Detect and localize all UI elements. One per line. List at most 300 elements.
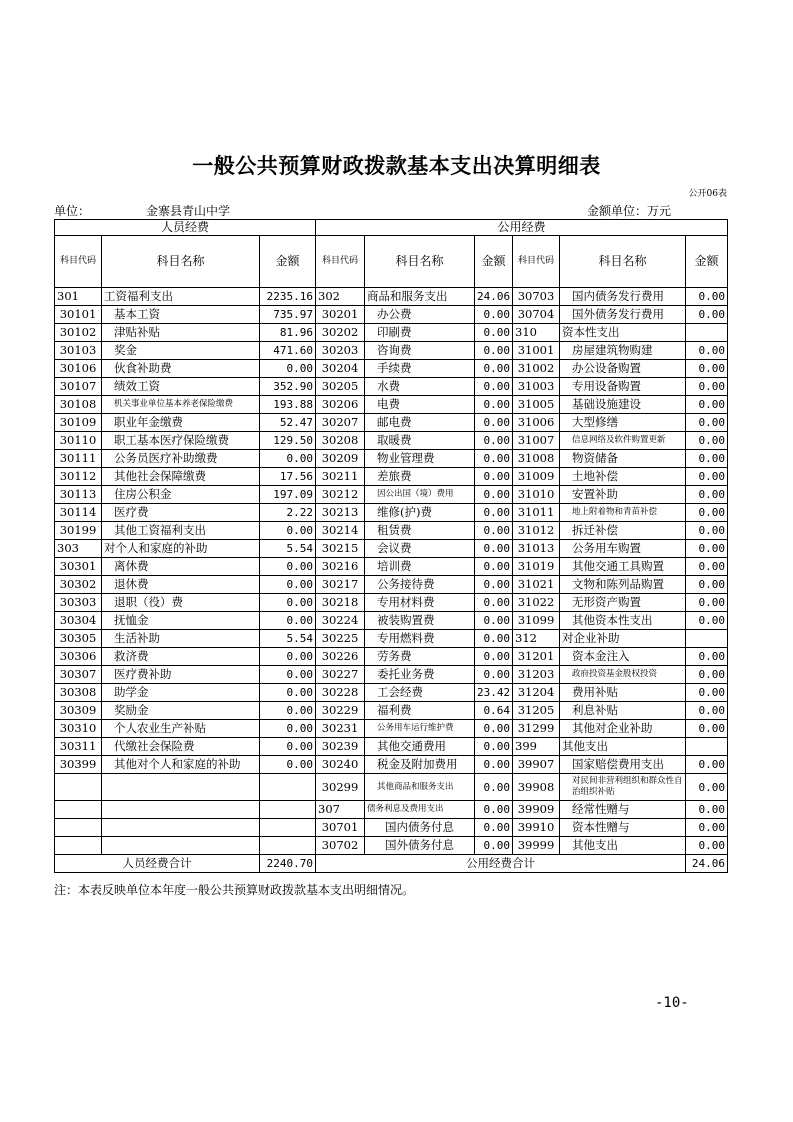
subject-name: 其他交通工具购置 xyxy=(560,558,686,576)
subject-name: 职工基本医疗保险缴费 xyxy=(102,432,260,450)
amount: 0.00 xyxy=(686,576,728,594)
table-row xyxy=(55,342,728,360)
amount xyxy=(260,801,316,819)
subject-name: 邮电费 xyxy=(365,414,475,432)
header-amount: 金额 xyxy=(260,236,316,288)
table-row xyxy=(55,432,728,450)
subject-name: 物资储备 xyxy=(560,450,686,468)
subject-code: 399 xyxy=(513,738,560,756)
subject-code: 30103 xyxy=(55,342,102,360)
table-row xyxy=(55,288,728,306)
amount: 0.00 xyxy=(260,666,316,684)
amount: 0.00 xyxy=(475,612,513,630)
subject-name: 政府投资基金股权投资 xyxy=(560,666,686,684)
subject-name: 公务接待费 xyxy=(365,576,475,594)
amount: 0.00 xyxy=(260,684,316,702)
subject-name: 资本性支出 xyxy=(560,324,686,342)
subject-code: 30214 xyxy=(316,522,365,540)
totals-row xyxy=(55,855,728,873)
subject-name: 土地补偿 xyxy=(560,468,686,486)
subject-name: 对民间非营利组织和群众性自治组织补贴 xyxy=(560,774,686,801)
subject-code: 31201 xyxy=(513,648,560,666)
table-row xyxy=(55,837,728,855)
amount: 0.00 xyxy=(686,837,728,855)
public-total-amount: 24.06 xyxy=(686,855,728,873)
subject-code: 30305 xyxy=(55,630,102,648)
table-row xyxy=(55,702,728,720)
subject-name: 被装购置费 xyxy=(365,612,475,630)
subject-code: 30212 xyxy=(316,486,365,504)
amount xyxy=(260,774,316,801)
subject-name: 委托业务费 xyxy=(365,666,475,684)
subject-name: 资本金注入 xyxy=(560,648,686,666)
subject-name: 离休费 xyxy=(102,558,260,576)
subject-name: 债务利息及费用支出 xyxy=(365,801,475,819)
subject-name: 伙食补助费 xyxy=(102,360,260,378)
amount: 0.00 xyxy=(475,576,513,594)
subject-code: 30301 xyxy=(55,558,102,576)
subject-code: 30208 xyxy=(316,432,365,450)
amount xyxy=(686,738,728,756)
amount: 0.00 xyxy=(475,630,513,648)
subject-name: 房屋建筑物购建 xyxy=(560,342,686,360)
subject-name: 个人农业生产补贴 xyxy=(102,720,260,738)
amount: 129.50 xyxy=(260,432,316,450)
amount: 23.42 xyxy=(475,684,513,702)
amount: 24.06 xyxy=(475,288,513,306)
subject-name: 医疗费 xyxy=(102,504,260,522)
subject-code: 30211 xyxy=(316,468,365,486)
table-row xyxy=(55,684,728,702)
subject-name: 专用材料费 xyxy=(365,594,475,612)
amount: 0.00 xyxy=(686,756,728,774)
subject-name xyxy=(102,801,260,819)
table-row xyxy=(55,558,728,576)
subject-code: 30306 xyxy=(55,648,102,666)
amount: 0.00 xyxy=(686,774,728,801)
amount: 0.00 xyxy=(686,342,728,360)
subject-name: 大型修缮 xyxy=(560,414,686,432)
subject-code: 30108 xyxy=(55,396,102,414)
subject-name: 利息补贴 xyxy=(560,702,686,720)
subject-code: 30224 xyxy=(316,612,365,630)
subject-name: 其他社会保障缴费 xyxy=(102,468,260,486)
subject-name: 福利费 xyxy=(365,702,475,720)
subject-code: 31008 xyxy=(513,450,560,468)
header-name: 科目名称 xyxy=(365,236,475,288)
subject-name: 物业管理费 xyxy=(365,450,475,468)
subject-code: 30703 xyxy=(513,288,560,306)
subject-name: 其他资本性支出 xyxy=(560,612,686,630)
subject-code: 30311 xyxy=(55,738,102,756)
subject-code: 31011 xyxy=(513,504,560,522)
amount: 0.00 xyxy=(686,558,728,576)
header-amount: 金额 xyxy=(475,236,513,288)
amount: 0.00 xyxy=(475,486,513,504)
subject-code: 31204 xyxy=(513,684,560,702)
subject-code: 31006 xyxy=(513,414,560,432)
subject-name: 信息网络及软件购置更新 xyxy=(560,432,686,450)
table-row xyxy=(55,396,728,414)
subject-code: 30205 xyxy=(316,378,365,396)
amount: 0.00 xyxy=(475,774,513,801)
amount: 0.00 xyxy=(475,342,513,360)
subject-name: 基础设施建设 xyxy=(560,396,686,414)
subject-name: 其他支出 xyxy=(560,738,686,756)
subject-name xyxy=(102,837,260,855)
table-row xyxy=(55,360,728,378)
subject-name: 国内债务付息 xyxy=(365,819,475,837)
subject-code: 30113 xyxy=(55,486,102,504)
subject-name: 费用补贴 xyxy=(560,684,686,702)
amount: 0.00 xyxy=(686,666,728,684)
amount: 0.00 xyxy=(475,819,513,837)
subject-name: 办公费 xyxy=(365,306,475,324)
subject-name: 国家赔偿费用支出 xyxy=(560,756,686,774)
amount: 0.00 xyxy=(686,522,728,540)
amount: 0.00 xyxy=(260,720,316,738)
amount: 0.00 xyxy=(260,702,316,720)
subject-name: 文物和陈列品购置 xyxy=(560,576,686,594)
subject-code: 30216 xyxy=(316,558,365,576)
subject-code: 307 xyxy=(316,801,365,819)
amount: 0.00 xyxy=(686,468,728,486)
subject-code: 31019 xyxy=(513,558,560,576)
amount: 0.00 xyxy=(475,522,513,540)
subject-code: 30199 xyxy=(55,522,102,540)
subject-code: 31299 xyxy=(513,720,560,738)
subject-name: 救济费 xyxy=(102,648,260,666)
subject-code: 39999 xyxy=(513,837,560,855)
subject-code xyxy=(55,819,102,837)
page-number: -10- xyxy=(655,995,689,1011)
subject-code: 30202 xyxy=(316,324,365,342)
subject-name: 其他支出 xyxy=(560,837,686,855)
subject-code: 30213 xyxy=(316,504,365,522)
subject-name: 因公出国（境）费用 xyxy=(365,486,475,504)
subject-name: 办公设备购置 xyxy=(560,360,686,378)
subject-name: 代缴社会保险费 xyxy=(102,738,260,756)
subject-code xyxy=(55,837,102,855)
subject-name: 住房公积金 xyxy=(102,486,260,504)
amount: 0.00 xyxy=(260,450,316,468)
amount: 0.00 xyxy=(475,468,513,486)
personnel-total-amount: 2240.70 xyxy=(260,855,316,873)
amount: 0.00 xyxy=(686,486,728,504)
subject-code: 30101 xyxy=(55,306,102,324)
subject-code: 31010 xyxy=(513,486,560,504)
subject-name: 商品和服务支出 xyxy=(365,288,475,306)
header-amount: 金额 xyxy=(686,236,728,288)
subject-name: 职业年金缴费 xyxy=(102,414,260,432)
amount: 0.00 xyxy=(475,450,513,468)
subject-code: 312 xyxy=(513,630,560,648)
table-row xyxy=(55,612,728,630)
subject-name: 手续费 xyxy=(365,360,475,378)
amount: 0.00 xyxy=(686,378,728,396)
subject-code: 30203 xyxy=(316,342,365,360)
amount: 0.00 xyxy=(475,594,513,612)
amount: 0.00 xyxy=(686,306,728,324)
subject-code xyxy=(55,801,102,819)
subject-name: 税金及附加费用 xyxy=(365,756,475,774)
subject-code: 30215 xyxy=(316,540,365,558)
subject-name: 退职（役）费 xyxy=(102,594,260,612)
subject-code: 30304 xyxy=(55,612,102,630)
subject-code: 30204 xyxy=(316,360,365,378)
subject-name: 绩效工资 xyxy=(102,378,260,396)
subject-name: 公务用车运行维护费 xyxy=(365,720,475,738)
amount: 0.00 xyxy=(686,432,728,450)
amount: 17.56 xyxy=(260,468,316,486)
subject-name: 国外债务发行费用 xyxy=(560,306,686,324)
subject-name: 工资福利支出 xyxy=(102,288,260,306)
table-row xyxy=(55,756,728,774)
subject-name: 奖励金 xyxy=(102,702,260,720)
header-code: 科目代码 xyxy=(513,236,560,288)
amount: 193.88 xyxy=(260,396,316,414)
amount: 0.00 xyxy=(475,414,513,432)
amount: 81.96 xyxy=(260,324,316,342)
amount: 352.90 xyxy=(260,378,316,396)
subject-code: 30231 xyxy=(316,720,365,738)
subject-code: 30228 xyxy=(316,684,365,702)
amount: 0.00 xyxy=(475,648,513,666)
subject-code: 30309 xyxy=(55,702,102,720)
subject-name: 拆迁补偿 xyxy=(560,522,686,540)
expenditure-table xyxy=(54,219,728,873)
subject-code: 30302 xyxy=(55,576,102,594)
amount: 0.00 xyxy=(686,450,728,468)
table-row xyxy=(55,819,728,837)
subject-code: 31005 xyxy=(513,396,560,414)
subject-name: 助学金 xyxy=(102,684,260,702)
subject-name: 劳务费 xyxy=(365,648,475,666)
subject-name: 国内债务发行费用 xyxy=(560,288,686,306)
amount: 0.00 xyxy=(686,720,728,738)
subject-code: 31007 xyxy=(513,432,560,450)
section-personnel: 人员经费 xyxy=(55,220,316,236)
table-row xyxy=(55,594,728,612)
header-code: 科目代码 xyxy=(55,236,102,288)
subject-code: 30109 xyxy=(55,414,102,432)
subject-name: 奖金 xyxy=(102,342,260,360)
amount: 0.00 xyxy=(686,396,728,414)
subject-name: 维修(护)费 xyxy=(365,504,475,522)
subject-code xyxy=(55,774,102,801)
amount: 0.00 xyxy=(475,540,513,558)
amount: 0.00 xyxy=(260,594,316,612)
amount: 0.00 xyxy=(475,306,513,324)
amount: 0.00 xyxy=(475,504,513,522)
amount: 0.00 xyxy=(260,648,316,666)
table-row xyxy=(55,630,728,648)
subject-name: 会议费 xyxy=(365,540,475,558)
subject-code: 39909 xyxy=(513,801,560,819)
subject-code: 303 xyxy=(55,540,102,558)
amount: 0.00 xyxy=(686,648,728,666)
subject-code: 30303 xyxy=(55,594,102,612)
subject-name: 其他交通费用 xyxy=(365,738,475,756)
subject-code: 30112 xyxy=(55,468,102,486)
amount: 0.00 xyxy=(686,684,728,702)
amount: 0.00 xyxy=(475,837,513,855)
subject-code: 31003 xyxy=(513,378,560,396)
unit-label: 单位： xyxy=(54,204,91,218)
subject-name: 津贴补贴 xyxy=(102,324,260,342)
subject-code: 31013 xyxy=(513,540,560,558)
footnote: 注：本表反映单位本年度一般公共预算财政拨款基本支出明细情况。 xyxy=(54,883,415,897)
subject-name: 经常性赠与 xyxy=(560,801,686,819)
table-row xyxy=(55,522,728,540)
table-row xyxy=(55,450,728,468)
header-name: 科目名称 xyxy=(560,236,686,288)
subject-code: 31002 xyxy=(513,360,560,378)
subject-code: 31021 xyxy=(513,576,560,594)
personnel-total-label: 人员经费合计 xyxy=(55,855,260,873)
amount: 0.00 xyxy=(686,819,728,837)
amount: 0.00 xyxy=(260,738,316,756)
amount: 0.00 xyxy=(475,738,513,756)
subject-name: 咨询费 xyxy=(365,342,475,360)
amount: 0.00 xyxy=(475,396,513,414)
subject-name: 资本性赠与 xyxy=(560,819,686,837)
amount-unit: 金额单位：万元 xyxy=(587,204,672,218)
amount: 0.00 xyxy=(686,504,728,522)
subject-code: 30399 xyxy=(55,756,102,774)
amount xyxy=(260,819,316,837)
subject-name: 其他对企业补助 xyxy=(560,720,686,738)
subject-code: 30217 xyxy=(316,576,365,594)
amount: 0.64 xyxy=(475,702,513,720)
subject-code: 31009 xyxy=(513,468,560,486)
unit-name: 金寨县青山中学 xyxy=(146,204,231,218)
subject-code: 31012 xyxy=(513,522,560,540)
page-title: 一般公共预算财政拨款基本支出决算明细表 xyxy=(192,154,601,178)
amount: 0.00 xyxy=(686,702,728,720)
table-row xyxy=(55,540,728,558)
subject-name: 无形资产购置 xyxy=(560,594,686,612)
subject-name xyxy=(102,819,260,837)
subject-code: 31022 xyxy=(513,594,560,612)
subject-code: 31001 xyxy=(513,342,560,360)
amount: 52.47 xyxy=(260,414,316,432)
table-row xyxy=(55,486,728,504)
subject-name: 国外债务付息 xyxy=(365,837,475,855)
amount: 5.54 xyxy=(260,630,316,648)
subject-code: 39907 xyxy=(513,756,560,774)
subject-name: 租赁费 xyxy=(365,522,475,540)
amount xyxy=(686,630,728,648)
section-public: 公用经费 xyxy=(316,220,728,236)
subject-name: 其他工资福利支出 xyxy=(102,522,260,540)
subject-code: 39908 xyxy=(513,774,560,801)
subject-code: 30218 xyxy=(316,594,365,612)
table-row xyxy=(55,720,728,738)
form-code: 公开06表 xyxy=(688,189,727,199)
amount: 0.00 xyxy=(475,324,513,342)
subject-code: 30307 xyxy=(55,666,102,684)
subject-code: 30240 xyxy=(316,756,365,774)
amount: 0.00 xyxy=(475,801,513,819)
subject-code: 31203 xyxy=(513,666,560,684)
public-total-label: 公用经费合计 xyxy=(316,855,686,873)
amount: 0.00 xyxy=(686,612,728,630)
subject-name: 机关事业单位基本养老保险缴费 xyxy=(102,396,260,414)
amount: 0.00 xyxy=(260,756,316,774)
table-row xyxy=(55,666,728,684)
subject-name: 基本工资 xyxy=(102,306,260,324)
amount: 2.22 xyxy=(260,504,316,522)
amount: 197.09 xyxy=(260,486,316,504)
subject-code: 30227 xyxy=(316,666,365,684)
amount: 0.00 xyxy=(475,558,513,576)
subject-code: 302 xyxy=(316,288,365,306)
amount: 0.00 xyxy=(260,576,316,594)
amount: 0.00 xyxy=(475,720,513,738)
subject-code: 30110 xyxy=(55,432,102,450)
table-row xyxy=(55,306,728,324)
amount: 0.00 xyxy=(686,540,728,558)
subject-code: 30308 xyxy=(55,684,102,702)
subject-code: 30201 xyxy=(316,306,365,324)
amount: 0.00 xyxy=(475,432,513,450)
amount: 0.00 xyxy=(686,288,728,306)
subject-name: 其他商品和服务支出 xyxy=(365,774,475,801)
subject-code: 30239 xyxy=(316,738,365,756)
amount: 0.00 xyxy=(686,360,728,378)
table-row xyxy=(55,774,728,801)
amount: 0.00 xyxy=(260,612,316,630)
amount: 0.00 xyxy=(686,414,728,432)
subject-code: 30229 xyxy=(316,702,365,720)
subject-name: 其他对个人和家庭的补助 xyxy=(102,756,260,774)
subject-name: 退休费 xyxy=(102,576,260,594)
table-row xyxy=(55,648,728,666)
subject-name: 差旅费 xyxy=(365,468,475,486)
table-row xyxy=(55,801,728,819)
subject-code: 30702 xyxy=(316,837,365,855)
table-row xyxy=(55,468,728,486)
subject-name: 印刷费 xyxy=(365,324,475,342)
table-row xyxy=(55,324,728,342)
subject-name: 对企业补助 xyxy=(560,630,686,648)
table-row xyxy=(55,738,728,756)
amount: 0.00 xyxy=(260,522,316,540)
subject-code: 30207 xyxy=(316,414,365,432)
subject-name: 抚恤金 xyxy=(102,612,260,630)
subject-name: 电费 xyxy=(365,396,475,414)
subject-code: 31099 xyxy=(513,612,560,630)
subject-name: 专用燃料费 xyxy=(365,630,475,648)
subject-name: 公务员医疗补助缴费 xyxy=(102,450,260,468)
subject-code: 30209 xyxy=(316,450,365,468)
subject-name: 培训费 xyxy=(365,558,475,576)
amount: 0.00 xyxy=(686,594,728,612)
subject-code: 301 xyxy=(55,288,102,306)
subject-code: 30111 xyxy=(55,450,102,468)
amount: 0.00 xyxy=(475,756,513,774)
subject-name: 公务用车购置 xyxy=(560,540,686,558)
subject-name: 医疗费补助 xyxy=(102,666,260,684)
subject-name: 水费 xyxy=(365,378,475,396)
subject-code: 30106 xyxy=(55,360,102,378)
amount: 471.60 xyxy=(260,342,316,360)
subject-name: 取暖费 xyxy=(365,432,475,450)
subject-code: 30704 xyxy=(513,306,560,324)
amount: 0.00 xyxy=(475,666,513,684)
table-row xyxy=(55,576,728,594)
